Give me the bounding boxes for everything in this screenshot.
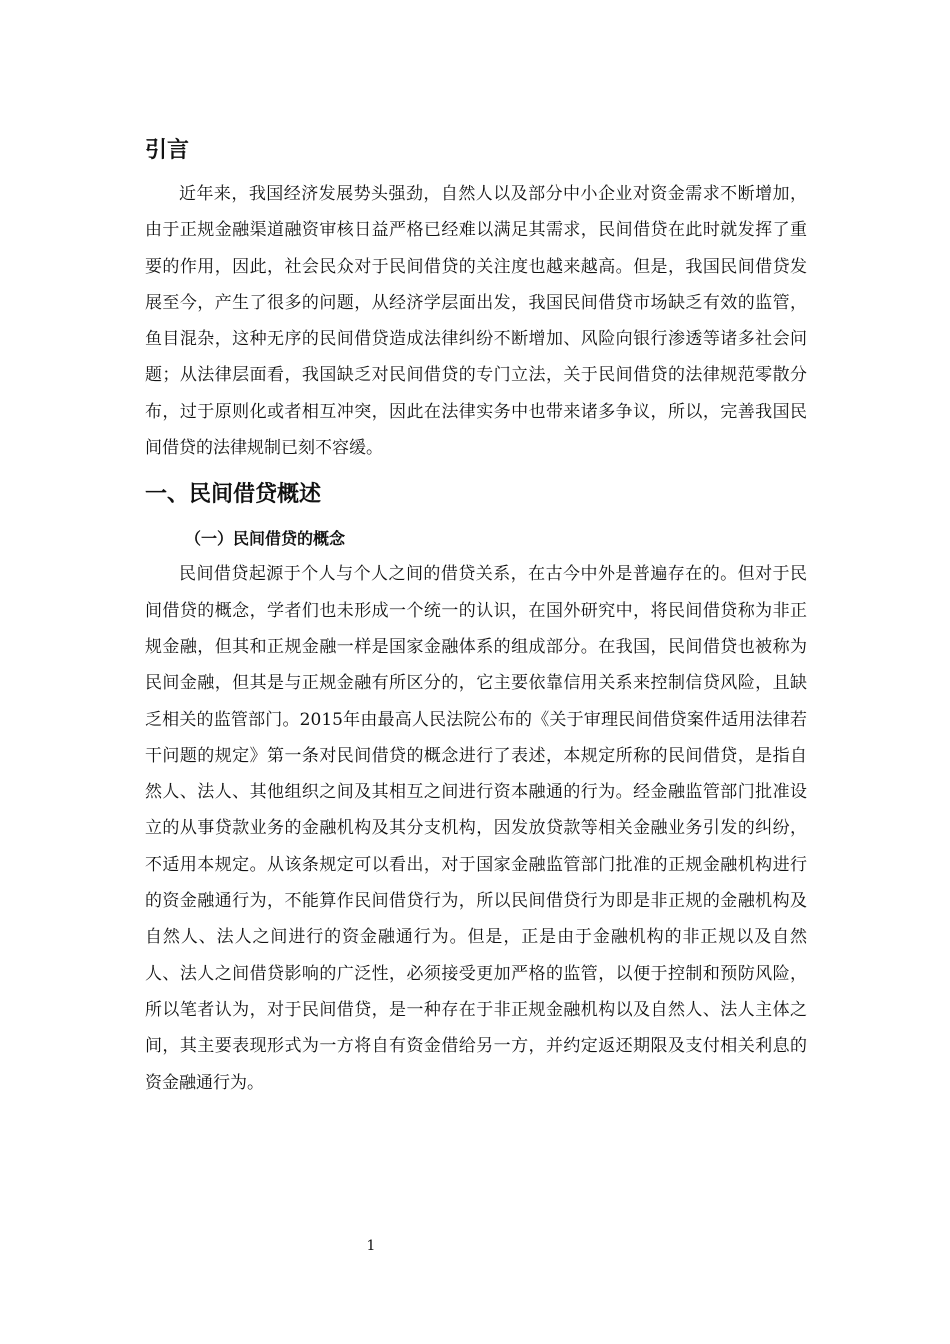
- subsection1-paragraph: 民间借贷起源于个人与个人之间的借贷关系，在古今中外是普遍存在的。但对于民间借贷的概念，学者们也未形成一个统一的认识，在国外研究中，将民间借贷称为非正规金融，但其和正规金融一样是国家金融体系的组成部分。在我国，民间借贷也被称为民间金融，但其是与正规金融有所区分的，它主要依靠信用关系来控制信贷风险，且缺乏相关的监管部门。2015年由最高人民法院公布的《关于审理民间借贷案件适用法律若干问题的规定》第一条对民间借贷的概念进行了表述，本规定所称的民间借贷，是指自然人、法人、其他组织之间及其相互之间进行资本融通的行为。经金融监管部门批准设立的从事贷款业务的金融机构及其分支机构，因发放贷款等相关金融业务引发的纠纷，不适用本规定。从该条规定可以看出，对于国家金融监管部门批准的正规金融机构进行的资金融通行为，不能算作民间借贷行为，所以民间借贷行为即是非正规的金融机构及自然人、法人之间进行的资金融通行为。但是，正是由于金融机构的非正规以及自然人、法人之间借贷影响的广泛性，必须接受更加严格的监管，以便于控制和预防风险，所以笔者认为，对于民间借贷，是一种存在于非正规金融机构以及自然人、法人主体之间，其主要表现形式为一方将自有资金借给另一方，并约定返还期限及支付相关利息的资金融通行为。: [145, 564, 807, 1093]
- page-number: 1: [366, 1238, 376, 1254]
- page-content: [145, 130, 807, 1101]
- section1-heading: 一、民间借贷概述: [145, 482, 322, 508]
- intro-heading: 引言: [145, 138, 190, 163]
- subsection1-heading: （一）民间借贷的概念: [185, 529, 346, 549]
- intro-paragraph: 近年来，我国经济发展势头强劲，自然人以及部分中小企业对资金需求不断增加，由于正规金融渠道融资审核日益严格已经难以满足其需求，民间借贷在此时就发挥了重要的作用，因此，社会民众对于民间借贷的关注度也越来越高。但是，我国民间借贷发展至今，产生了很多的问题，从经济学层面出发，我国民间借贷市场缺乏有效的监管，鱼目混杂，这种无序的民间借贷造成法律纠纷不断增加、风险向银行渗透等诸多社会问题；从法律层面看，我国缺乏对民间借贷的专门立法，关于民间借贷的法律规范零散分布，过于原则化或者相互冲突，因此在法律实务中也带来诸多争议，所以，完善我国民间借贷的法律规制已刻不容缓。: [145, 184, 807, 459]
